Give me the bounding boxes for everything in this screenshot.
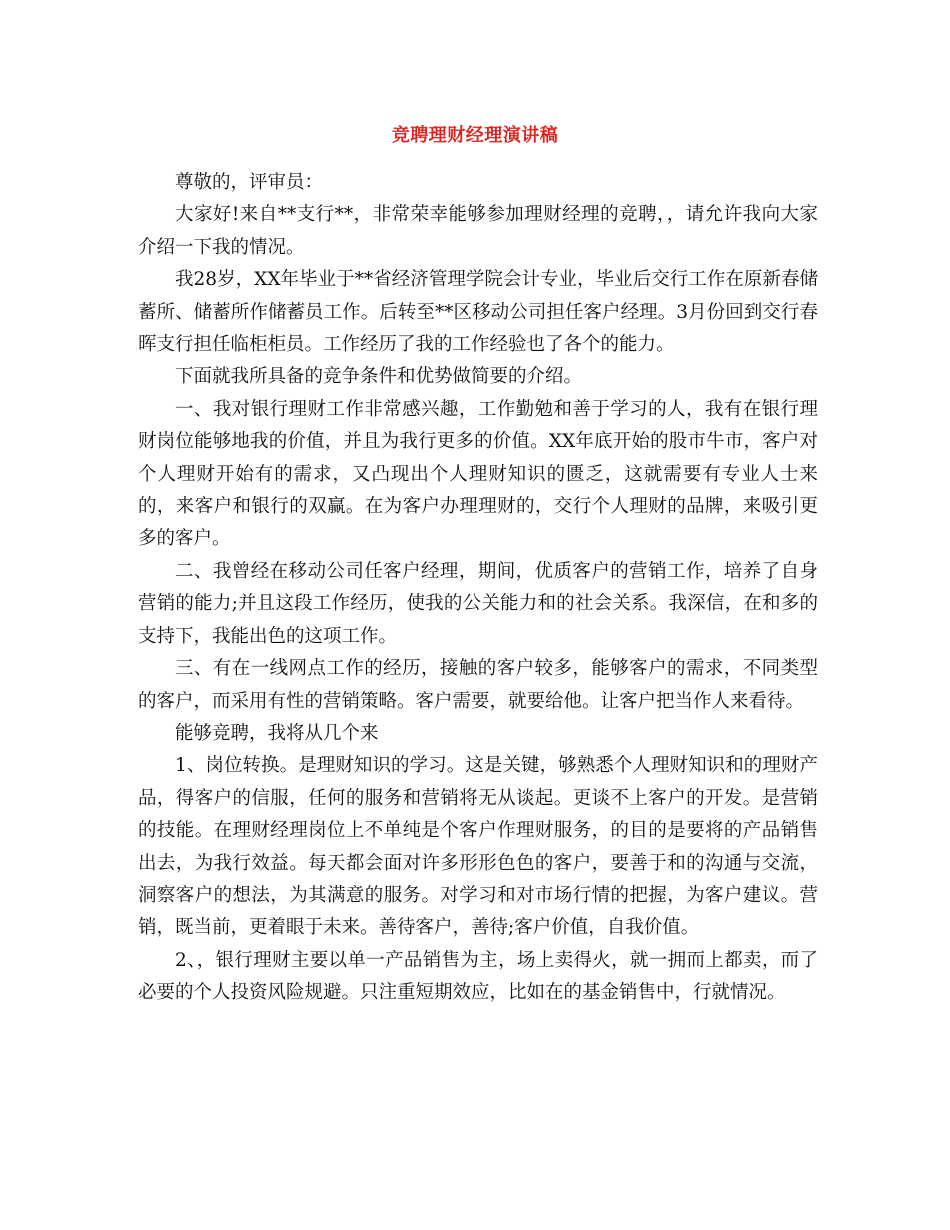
paragraph-point-three: 三、有在一线网点工作的经历，接触的客户较多，能够客户的需求，不同类型的客户，而采用有性的营销策略。客户需要，就要给他。让客户把当作人来看待。	[138, 658, 818, 712]
paragraph-background: 我28岁，XX年毕业于**省经济管理学院会计专业，毕业后交行工作在原新春储蓄所、储蓄所作储蓄员工作。后转至**区移动公司担任客户经理。3月份回到交行春晖支行担任临柜柜员。工作经历了我的工作经验也了各个的能力。	[138, 269, 818, 356]
paragraph-plan-intro: 能够竞聘，我将从几个来	[175, 722, 379, 744]
paragraph-plan-one: 1、岗位转换。是理财知识的学习。这是关键，够熟悉个人理财知识和的理财产品，得客户的信服，任何的服务和营销将无从谈起。更谈不上客户的开发。是营销的技能。在理财经理岗位上不单纯是个客户作理财服务，的目的是要将的产品销售出去，为我行效益。每天都会面对许多形形色色的客户，要善于和的沟通与交流，洞察客户的想法，为其满意的服务。对学习和对市场行情的把握，为客户建议。营销，既当前，更着眼于未来。善待客户，善待;客户价值，自我价值。	[138, 755, 818, 939]
document-title: 竞聘理财经理演讲稿	[391, 125, 559, 146]
paragraph-intro: 下面就我所具备的竞争条件和优势做简要的介绍。	[175, 366, 583, 388]
paragraph-salutation: 尊敬的，评审员：	[175, 172, 324, 193]
paragraph-plan-two: 2、，银行理财主要以单一产品销售为主，场上卖得火，就一拥而上都卖，而了必要的个人投资风险规避。只注重短期效应，比如在的基金销售中，行就情况。	[138, 949, 818, 1004]
document-body	[138, 167, 818, 1010]
paragraph-point-one: 一、我对银行理财工作非常感兴趣，工作勤勉和善于学习的人，我有在银行理财岗位能够地我的价值，并且为我行更多的价值。XX年底开始的股市牛市，客户对个人理财开始有的需求，又凸现出个人理财知识的匮乏，这就需要有专业人士来的，来客户和银行的双赢。在为客户办理理财的，交行个人理财的品牌，来吸引更多的客户。	[138, 398, 818, 550]
paragraph-greeting: 大家好!来自**支行**，非常荣幸能够参加理财经理的竞聘，，请允许我向大家介绍一下我的情况。	[138, 204, 818, 258]
paragraph-point-two: 二、我曾经在移动公司任客户经理，期间，优质客户的营销工作，培养了自身营销的能力;并且这段工作经历，使我的公关能力和的社会关系。我深信，在和多的支持下，我能出色的这项工作。	[138, 560, 818, 647]
